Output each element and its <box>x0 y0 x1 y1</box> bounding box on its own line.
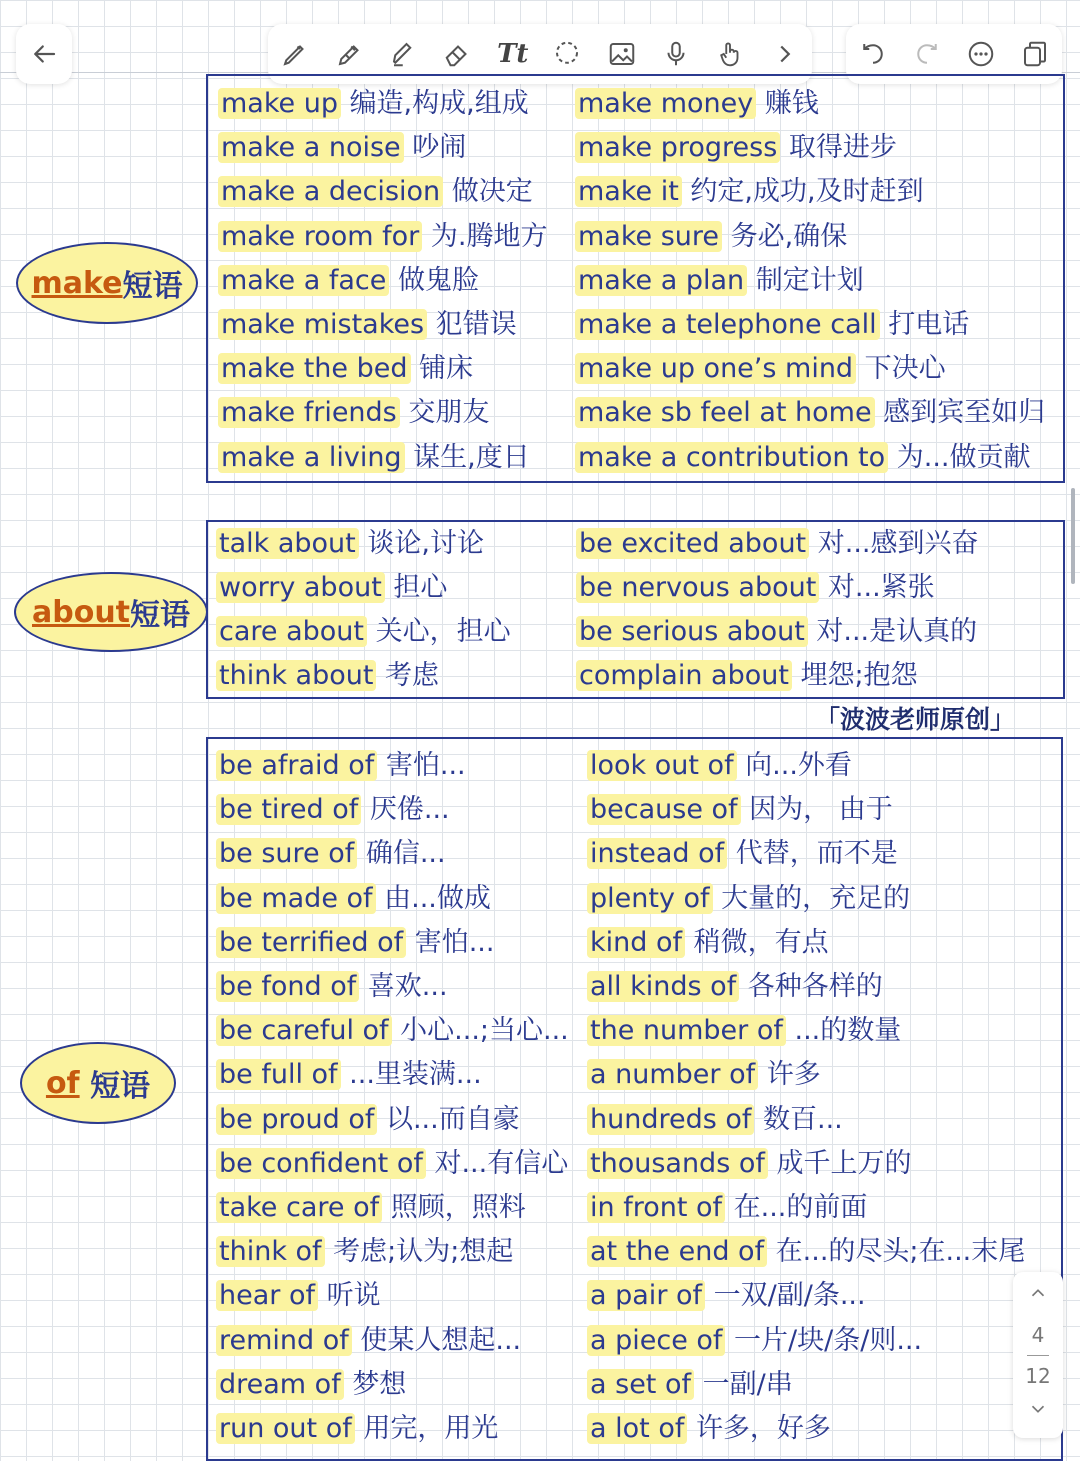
phrase-chinese: 对...紧张 <box>827 572 935 603</box>
phrase-row <box>587 1232 1025 1272</box>
phrase-row <box>587 1409 831 1449</box>
phrase-english: make up <box>218 88 341 119</box>
phrase-chinese: 务必,确保 <box>730 220 848 252</box>
back-arrow-icon[interactable] <box>24 34 64 74</box>
phrase-row <box>216 1232 513 1272</box>
phrase-row <box>587 967 883 1007</box>
phrase-row <box>216 524 484 564</box>
phrase-english: make sb feel at home <box>575 397 875 428</box>
phrase-chinese: 在...的前面 <box>733 1192 868 1223</box>
phrase-english: complain about <box>576 660 792 691</box>
text-icon[interactable]: Tt <box>497 39 529 69</box>
phrase-row <box>575 84 819 124</box>
phrase-chinese: 吵闹 <box>412 132 467 164</box>
phrase-english: think of <box>216 1236 325 1267</box>
redo-icon[interactable] <box>907 34 947 74</box>
fountain-pen-icon[interactable] <box>330 34 370 74</box>
phrase-english: be sure of <box>216 838 357 869</box>
phrase-row <box>575 172 924 212</box>
phrase-chinese: 铺床 <box>419 353 474 385</box>
phrase-english: a number of <box>587 1059 758 1090</box>
phrase-row <box>216 834 446 874</box>
phrase-chinese: 做决定 <box>451 176 533 208</box>
phrase-english: be serious about <box>576 616 808 647</box>
phrase-chinese: 谈论,讨论 <box>367 528 484 559</box>
phrase-english: take care of <box>216 1192 382 1223</box>
phrase-english: be nervous about <box>576 572 819 603</box>
phrase-chinese: 做鬼脸 <box>397 264 479 296</box>
phrase-english: think about <box>216 660 376 691</box>
phrase-chinese: 一双/副/条... <box>713 1280 866 1312</box>
back-card <box>16 24 72 84</box>
phrase-row <box>587 1321 922 1361</box>
phrase-english: a set of <box>587 1369 694 1400</box>
phrase-row <box>587 746 852 786</box>
author-credit: 「波波老师原创」 <box>815 705 1016 734</box>
phrase-chinese: 确信... <box>365 838 446 870</box>
phrase-english: make a plan <box>575 265 747 296</box>
phrase-row <box>216 746 466 786</box>
phrase-english: be proud of <box>216 1104 377 1135</box>
phrase-row <box>216 790 450 830</box>
phrase-row <box>216 1144 568 1184</box>
phrase-row <box>587 1100 843 1140</box>
highlighter-icon[interactable] <box>384 34 424 74</box>
phrase-english: kind of <box>587 927 685 958</box>
phrase-english: dream of <box>216 1369 344 1400</box>
phrase-row <box>587 1365 793 1405</box>
phrase-english: plenty of <box>587 883 713 914</box>
phrase-english: make a decision <box>218 176 443 207</box>
phrase-row <box>575 438 1031 478</box>
phrase-english: thousands of <box>587 1148 768 1179</box>
phrase-english: hundreds of <box>587 1104 754 1135</box>
phrase-english: make room for <box>218 221 422 252</box>
phrase-chinese: 由...做成 <box>384 882 491 914</box>
phrase-english: be excited about <box>576 528 809 559</box>
phrase-row <box>218 349 473 389</box>
phrase-english: make sure <box>575 221 722 252</box>
phrase-english: make a contribution to <box>575 442 888 473</box>
phrase-row <box>575 128 897 168</box>
phrase-english: a piece of <box>587 1325 725 1356</box>
phrase-chinese: 对...有信心 <box>434 1147 569 1179</box>
phrase-row <box>587 879 910 919</box>
phrase-row <box>216 1188 526 1228</box>
phrase-english: a lot of <box>587 1413 687 1444</box>
phrase-chinese: 听说 <box>326 1280 381 1312</box>
page-divider <box>1027 1355 1049 1356</box>
phrase-row <box>575 305 969 345</box>
phrase-row <box>576 656 918 696</box>
chevron-right-icon[interactable] <box>765 34 805 74</box>
phrase-row <box>218 305 517 345</box>
phrase-english: make friends <box>218 397 400 428</box>
phrase-row <box>216 568 447 608</box>
phrase-chinese: 照顾，照料 <box>390 1192 526 1223</box>
phrase-chinese: 用完，用光 <box>363 1413 499 1444</box>
phrase-chinese: 下决心 <box>864 353 946 385</box>
phrase-english: instead of <box>587 838 727 869</box>
phrase-chinese: 小心...;当心... <box>400 1015 569 1047</box>
page-navigator <box>1013 1272 1063 1438</box>
phrase-chinese: 在...的尽头;在...末尾 <box>775 1236 1026 1268</box>
about-section-label: about 短语 <box>14 572 208 652</box>
phrase-chinese: 代替，而不是 <box>735 838 898 870</box>
phrase-row <box>587 1055 821 1095</box>
phrase-chinese: ...里装满... <box>349 1059 482 1091</box>
phrase-english: the number of <box>587 1015 786 1046</box>
phrase-english: be full of <box>216 1059 341 1090</box>
phrase-english: talk about <box>216 528 359 559</box>
phrase-row <box>587 923 829 963</box>
phrase-chinese: 约定,成功,及时赶到 <box>690 176 924 208</box>
phrase-row <box>576 524 978 564</box>
phrase-row <box>587 1276 866 1316</box>
phrase-chinese: ...的数量 <box>794 1015 902 1047</box>
phrase-row <box>218 438 530 478</box>
phrase-chinese: 为...做贡献 <box>896 441 1031 473</box>
phrase-english: run out of <box>216 1413 355 1444</box>
phrase-row <box>216 1321 521 1361</box>
phrase-row <box>216 1055 482 1095</box>
make-section-label: make 短语 <box>16 242 198 324</box>
touch-icon[interactable] <box>710 34 750 74</box>
phrase-row <box>216 923 494 963</box>
phrase-chinese: 梦想 <box>352 1368 407 1400</box>
phrase-english: remind of <box>216 1325 352 1356</box>
phrase-row <box>575 261 864 301</box>
phrase-row <box>216 656 439 696</box>
phrase-chinese: 制定计划 <box>755 264 864 296</box>
phrase-english: make money <box>575 88 756 119</box>
phrase-english: be fond of <box>216 971 359 1002</box>
phrase-row <box>576 568 935 608</box>
page-down-icon[interactable] <box>1027 1398 1049 1425</box>
phrase-row <box>587 790 893 830</box>
phrase-chinese: 取得进步 <box>788 132 897 164</box>
of-section-label: of 短语 <box>20 1042 176 1124</box>
phrase-chinese: 编造,构成,组成 <box>349 88 529 119</box>
phrase-chinese: 一副/串 <box>702 1368 793 1400</box>
phrase-chinese: 数百... <box>763 1103 843 1135</box>
page-up-icon[interactable] <box>1027 1282 1049 1309</box>
phrase-english: care about <box>216 616 367 647</box>
phrase-english: look out of <box>587 750 737 781</box>
phrase-english: be careful of <box>216 1015 392 1046</box>
phrase-english: make a face <box>218 265 389 296</box>
phrase-chinese: 大量的，充足的 <box>721 882 911 914</box>
phrase-chinese: 考虑 <box>385 660 440 691</box>
phrase-row <box>216 967 448 1007</box>
undo-icon[interactable] <box>853 34 893 74</box>
phrase-chinese: 交朋友 <box>408 397 490 429</box>
phrase-row <box>216 1011 569 1051</box>
phrase-chinese: 因为， 由于 <box>749 794 893 826</box>
phrase-row <box>218 128 466 168</box>
phrase-chinese: 厌倦... <box>369 794 450 826</box>
phrase-row <box>576 612 977 652</box>
phrase-row <box>216 1409 498 1449</box>
phrase-row <box>218 172 533 212</box>
phrase-row <box>587 1011 901 1051</box>
phrase-row <box>216 1276 381 1316</box>
phrase-row <box>218 393 489 433</box>
phrase-row <box>218 84 529 124</box>
pen-icon[interactable] <box>275 34 315 74</box>
image-icon[interactable] <box>602 34 642 74</box>
eraser-icon[interactable] <box>438 34 478 74</box>
phrase-chinese: 对...是认真的 <box>816 616 978 647</box>
phrase-chinese: 许多，好多 <box>695 1413 831 1444</box>
phrase-chinese: 赚钱 <box>764 88 819 119</box>
phrase-chinese: 谋生,度日 <box>413 441 530 473</box>
phrase-english: all kinds of <box>587 971 739 1002</box>
phrase-chinese: 害怕... <box>385 750 466 781</box>
phrase-english: make a telephone call <box>575 309 880 340</box>
phrase-row <box>575 349 946 389</box>
phrase-english: a pair of <box>587 1280 705 1311</box>
phrase-english: make the bed <box>218 353 411 384</box>
phrase-row <box>218 217 547 257</box>
phrase-english: worry about <box>216 572 385 603</box>
phrase-english: make up one’s mind <box>575 353 856 384</box>
phrase-english: be tired of <box>216 794 361 825</box>
phrase-row <box>587 1188 867 1228</box>
phrase-chinese: 以...而自豪 <box>385 1103 520 1135</box>
phrase-chinese: 犯错误 <box>435 309 517 340</box>
phrase-row <box>575 217 847 257</box>
phrase-english: make mistakes <box>218 309 427 340</box>
phrase-chinese: 使某人想起... <box>360 1324 522 1356</box>
phrase-chinese: 许多 <box>766 1059 821 1091</box>
phrase-chinese: 为.腾地方 <box>430 220 548 252</box>
phrase-chinese: 对...感到兴奋 <box>817 528 979 559</box>
total-pages: 12 <box>1025 1364 1051 1388</box>
current-page: 4 <box>1031 1323 1045 1347</box>
phrase-row <box>218 261 479 301</box>
phrase-english: make a noise <box>218 132 404 163</box>
phrase-row <box>216 1365 406 1405</box>
phrase-chinese: 打电话 <box>888 309 970 340</box>
phrase-chinese: 考虑;认为;想起 <box>333 1236 514 1268</box>
phrase-chinese: 关心，担心 <box>375 616 511 647</box>
phrase-english: because of <box>587 794 741 825</box>
phrase-english: hear of <box>216 1280 318 1311</box>
phrase-chinese: 害怕... <box>414 926 495 958</box>
phrase-chinese: 向...外看 <box>745 750 852 781</box>
phrase-english: make progress <box>575 132 780 163</box>
phrase-english: at the end of <box>587 1236 767 1267</box>
more-icon[interactable] <box>961 34 1001 74</box>
phrase-row <box>216 612 511 652</box>
microphone-icon[interactable] <box>656 34 696 74</box>
phrase-english: be afraid of <box>216 750 377 781</box>
vertical-scrollbar[interactable] <box>1071 488 1075 584</box>
phrase-row <box>587 1144 911 1184</box>
lasso-icon[interactable] <box>547 34 587 74</box>
phrase-chinese: 埋怨;抱怨 <box>800 660 918 691</box>
phrase-chinese: 各种各样的 <box>747 971 883 1002</box>
phrase-chinese: 喜欢... <box>367 971 448 1002</box>
phrase-row <box>575 393 1045 433</box>
phrase-english: be made of <box>216 883 376 914</box>
phrase-english: be confident of <box>216 1148 426 1179</box>
phrase-english: be terrified of <box>216 927 406 958</box>
phrase-chinese: 担心 <box>393 572 448 603</box>
phrase-chinese: 一片/块/条/则... <box>734 1324 923 1356</box>
phrase-row <box>216 879 491 919</box>
phrase-chinese: 成千上万的 <box>776 1147 912 1179</box>
phrase-english: make it <box>575 176 682 207</box>
phrase-english: in front of <box>587 1192 725 1223</box>
phrase-row <box>587 834 898 874</box>
phrase-english: make a living <box>218 442 405 473</box>
pages-icon[interactable] <box>1015 34 1055 74</box>
phrase-chinese: 稍微，有点 <box>693 926 829 958</box>
phrase-chinese: 感到宾至如归 <box>883 397 1046 429</box>
phrase-row <box>216 1100 520 1140</box>
